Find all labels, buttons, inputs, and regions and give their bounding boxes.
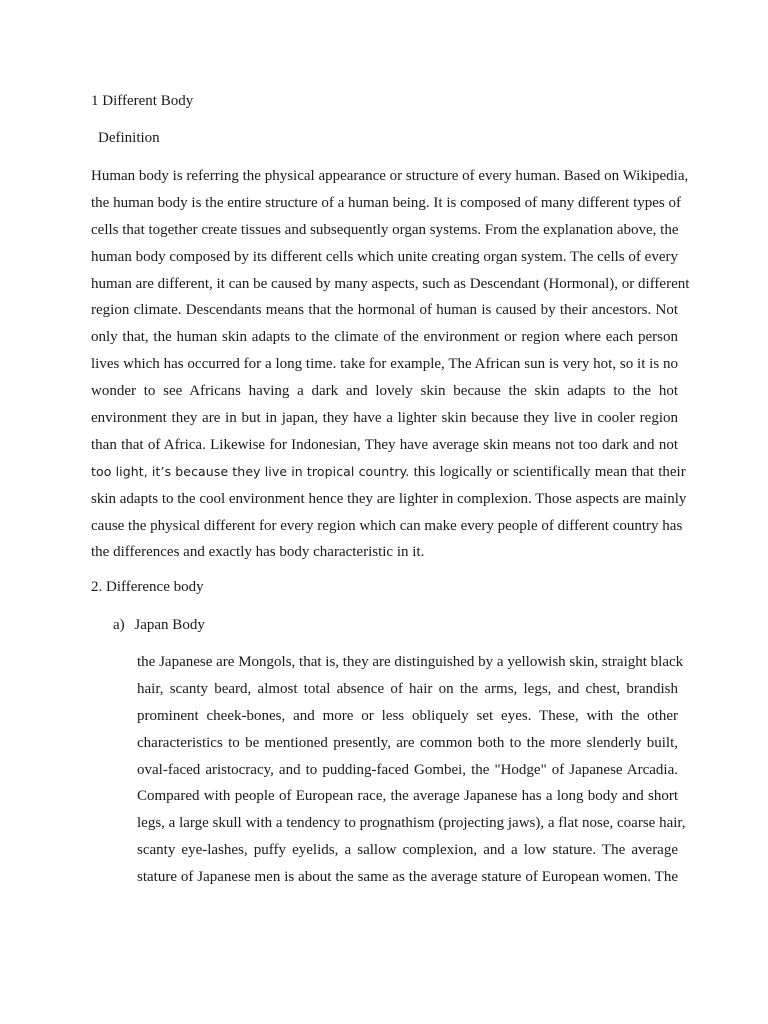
definition-subheading: Definition <box>98 130 160 146</box>
paragraph-line: skin adapts to the cool environment hence they are lighter in complexion. Those aspects are mainly <box>91 490 687 507</box>
serif-text-run: this logically or scientifically mean that their <box>409 463 686 480</box>
paragraph-line: Human body is referring the physical appearance or structure of every human. Based on Wikipedia, <box>91 168 689 184</box>
paragraph-line: wonder to see Africans having a dark and lovely skin because the skin adapts to the hot <box>91 383 678 400</box>
paragraph-line: the Japanese are Mongols, that is, they are distinguished by a yellowish skin, straight black <box>137 654 684 670</box>
japan-body-paragraph <box>137 649 686 891</box>
list-marker: a) <box>113 617 125 633</box>
section-1-title: 1 Different Body <box>91 93 194 109</box>
paragraph-line: oval-faced aristocracy, and to pudding-faced Gombei, the "Hodge" of Japanese Arcadia. <box>137 761 678 778</box>
paragraph-line: characteristics to be mentioned presently, are common both to the more slenderly built, <box>137 734 678 751</box>
paragraph-line: only that, the human skin adapts to the climate of the environment or region where each person <box>91 329 678 346</box>
paragraph-line: cause the physical different for every region which can make every people of different country has <box>91 517 683 534</box>
paragraph-line: region climate. Descendants means that the hormonal of human is caused by their ancestors. Not <box>91 302 678 319</box>
paragraph-line: the differences and exactly has body characteristic in it. <box>91 544 425 561</box>
paragraph-line: scanty eye-lashes, puffy eyelids, a sallow complexion, and a low stature. The average <box>137 842 678 859</box>
definition-paragraph <box>91 163 690 566</box>
paragraph-line: legs, a large skull with a tendency to prognathism (projecting jaws), a flat nose, coarse hair, <box>137 815 686 832</box>
sans-serif-text-run: too light, it’s because they live in tropical country. <box>91 463 410 479</box>
paragraph-line: cells that together create tissues and subsequently organ systems. From the explanation above, the <box>91 221 679 238</box>
paragraph-line: human body composed by its different cells which unite creating organ system. The cells of every <box>91 248 678 265</box>
list-item-a <box>113 615 205 635</box>
paragraph-line: lives which has occurred for a long time. take for example, The African sun is very hot, so it is no <box>91 356 678 373</box>
paragraph-line: stature of Japanese men is about the same as the average stature of European women. The <box>137 869 678 886</box>
paragraph-line: hair, scanty beard, almost total absence of hair on the arms, legs, and chest, brandish <box>137 680 678 697</box>
paragraph-line: human are different, it can be caused by many aspects, such as Descendant (Hormonal), or different <box>91 275 690 292</box>
paragraph-line: than that of Africa. Likewise for Indonesian, They have average skin means not too dark and not <box>91 436 678 453</box>
paragraph-line: environment they are in but in japan, they have a lighter skin because they live in cooler region <box>91 410 678 427</box>
paragraph-line: Compared with people of European race, the average Japanese has a long body and short <box>137 788 678 805</box>
paragraph-line-mixed <box>91 459 686 486</box>
paragraph-line: prominent cheek-bones, and more or less obliquely set eyes. These, with the other <box>137 707 678 724</box>
list-item-label: Japan Body <box>134 617 205 633</box>
section-2-title: 2. Difference body <box>91 579 204 595</box>
paragraph-line: the human body is the entire structure of a human being. It is composed of many different types of <box>91 194 681 211</box>
